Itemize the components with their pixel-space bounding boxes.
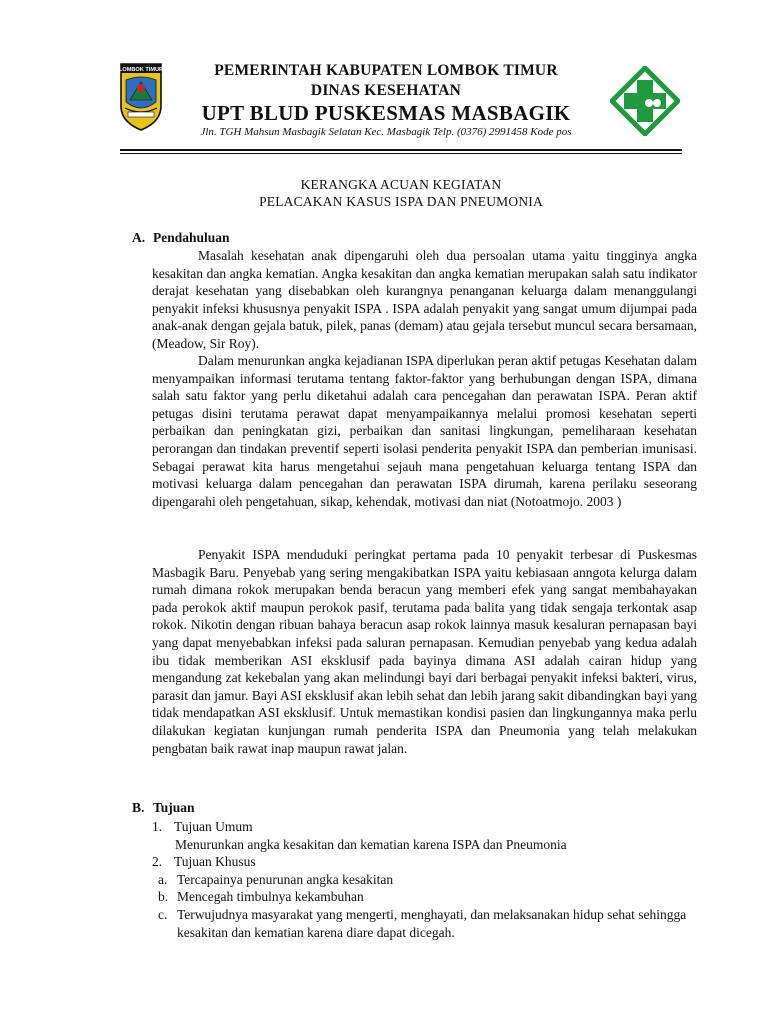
header-department: DINAS KESEHATAN: [310, 82, 462, 99]
list-item-description: Menurunkan angka kesakitan dan kematian karena ISPA dan Pneumonia: [175, 837, 567, 852]
paragraph: Penyakit ISPA menduduki peringkat pertama pada 10 penyakit terbesar di Puskesmas Masbagik Baru. Penyebab yang sering mengakibatkan ISPA yaitu kebiasaan anngota kelurga dalam rumah dimana rokok merupakan benda beracun yang memberi efek yang sangat membahayakan pada perokok aktif maupun perokok pasif, terutama pada balita yang tidak sengaja terkontak asap rokok. Nikotin dengan ribuan bahaya beracun asap rokok lainnya masuk kesaluran pernapasan bayi yang dapat menyebabkan infeksi pada saluran pernapasan. Kemudian penyebab yang kedua adalah ibu tidak memberikan ASI eksklusif pada bayinya dimana ASI adalah cairan hidup yang mengandung zat kekebalan yang akan melindungi bayi dari berbagai penyakit infeksi bakteri, virus, parasit dan jamur. Bayi ASI eksklusif akan lebih sehat dan lebih jarang sakit dibandingkan bayi yang tidak mendapatkan ASI eksklusif. Untuk memastikan kondisi pasien dan lingkungannya maka perlu dilakukan kegiatan kunjungan rumah penderita ISPA dan Pneumonia yang telah melakukan pengbatan baik rawat inap maupun rawat jalan.: [152, 547, 697, 756]
sub-list-item: b. Mencegah timbulnya kekambuhan: [158, 889, 364, 904]
document-title: KERANGKA ACUAN KEGIATAN: [300, 177, 502, 192]
header-institution: UPT BLUD PUSKESMAS MASBAGIK: [201, 101, 571, 125]
header-government: PEMERINTAH KABUPATEN LOMBOK TIMUR: [214, 62, 558, 79]
list-item: 2. Tujuan Khusus: [152, 854, 256, 869]
emblem-label: LOMBOK TIMUR: [118, 67, 164, 73]
paragraph: Dalam menurunkan angka kejadianan ISPA diperlukan peran aktif petugas Kesehatan dalam menyampaikan informasi terutama tentang faktor-faktor yang berhubungan dengan ISPA, dimana salah satu faktor yang perlu diketahui adalah cara pencegahan dan perawatan ISPA. Peran aktif petugas disini terutama perawat dapat menyampaikannya melalui promosi kesehatan seperti perbaikan dan peningkatan gizi, perbaikan dan sanitasi lingkungan, pemeliharaan kesehatan perorangan dan tindakan preventif seperti isolasi penderita penyakit ISPA dan pemberian imunisasi. Sebagai perawat kita harus mengetahui sejauh mana pengetahuan keluarga tentang ISPA dan motivasi keluarga dalam pencegahan dan perawatan ISPA dirumah, karena perilaku seseorang dipengarahi oleh pengetahuan, sikap, kehendak, motivasi dan niat (Notoatmojo. 2003 ): [152, 353, 697, 509]
header-divider-thin: [120, 153, 682, 154]
lombok-timur-emblem-icon: [118, 62, 164, 132]
header-divider: [120, 149, 682, 151]
list-item: 1. Tujuan Umum: [152, 819, 253, 834]
section-b-heading: [132, 800, 195, 816]
section-b-title: Tujuan: [153, 800, 195, 815]
header-address: Jln. TGH Mahsun Masbagik Selatan Kec. Masbagik Telp. (0376) 2991458 Kode pos: [200, 126, 572, 138]
sub-list-item: c. Terwujudnya masyarakat yang mengerti, menghayati, dan melaksanakan hidup sehat sehingga kesakitan dan kematian karena diare dapat dicegah.: [158, 907, 687, 940]
document-subtitle: PELACAKAN KASUS ISPA DAN PNEUMONIA: [259, 194, 543, 209]
section-b-label: B.: [132, 800, 145, 815]
section-a-title: Pendahuluan: [153, 230, 230, 245]
sub-list-item: a. Tercapainya penurunan angka kesakitan: [158, 872, 394, 887]
section-a-label: A.: [132, 230, 146, 245]
section-a-heading: [132, 230, 230, 246]
puskesmas-logo-icon: [610, 66, 680, 136]
paragraph: Masalah kesehatan anak dipengaruhi oleh dua persoalan utama yaitu tingginya angka kesakitan dan angka kematian. Angka kesakitan dan angka kematian merupakan salah satu indikator derajat kesehatan yang disebabkan oleh kurangnya penanganan keluarga dalam menanggulangi penyakit infeksi khususnya penyakit ISPA . ISPA adalah penyakit yang sangat umum dijumpai pada anak-anak dengan gejala batuk, pilek, panas (demam) atau gejala tersebut muncul secara bersamaan, (Meadow, Sir Roy).: [152, 248, 697, 351]
